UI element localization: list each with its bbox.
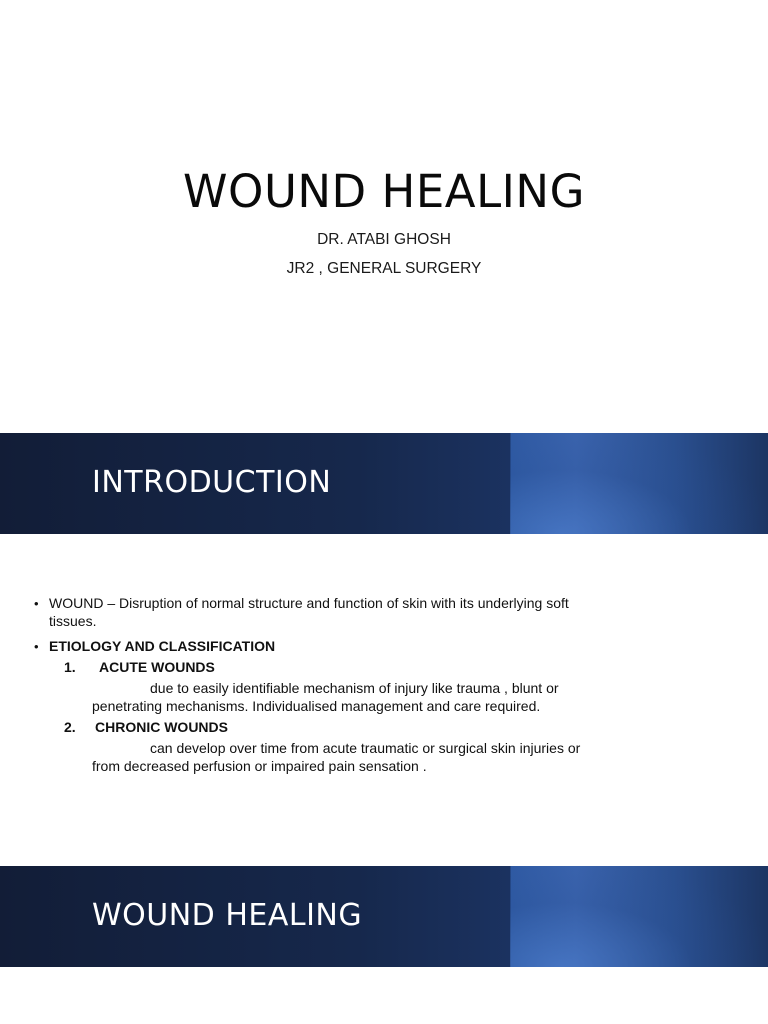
list-label: CHRONIC WOUNDS	[95, 719, 228, 735]
list-number: 2.	[64, 719, 76, 735]
list-number: 1.	[64, 659, 76, 675]
chronic-wounds-description	[92, 740, 612, 775]
author-role: JR2 , GENERAL SURGERY	[286, 260, 482, 277]
header-band	[0, 866, 768, 967]
bullet-marker: •	[34, 596, 39, 611]
description-text: can develop over time from acute traumatic or surgical skin injuries or from decreased perfusion or impaired pain sensation .	[92, 740, 581, 774]
introduction-slide	[0, 433, 768, 865]
description-text: due to easily identifiable mechanism of injury like trauma , blunt or penetrating mechanisms. Individualised management and care required.	[92, 680, 559, 714]
bullet-text: ETIOLOGY AND CLASSIFICATION	[49, 638, 276, 654]
slide-heading: WOUND HEALING	[92, 898, 363, 933]
wound-healing-slide	[0, 866, 768, 1024]
slide-content	[0, 534, 768, 865]
bullet-text: WOUND – Disruption of normal structure and function of skin with its underlying soft tissues.	[49, 595, 569, 629]
header-band	[0, 433, 768, 534]
acute-wounds-description	[92, 680, 612, 715]
bullet-wound-definition	[34, 595, 614, 631]
slide-heading: INTRODUCTION	[92, 465, 332, 500]
title-slide	[0, 0, 768, 432]
list-label: ACUTE WOUNDS	[99, 659, 215, 675]
bullet-etiology	[34, 638, 614, 656]
author-name: DR. ATABI GHOSH	[317, 231, 451, 248]
presentation-title: WOUND HEALING	[183, 165, 585, 218]
bullet-marker: •	[34, 639, 39, 654]
